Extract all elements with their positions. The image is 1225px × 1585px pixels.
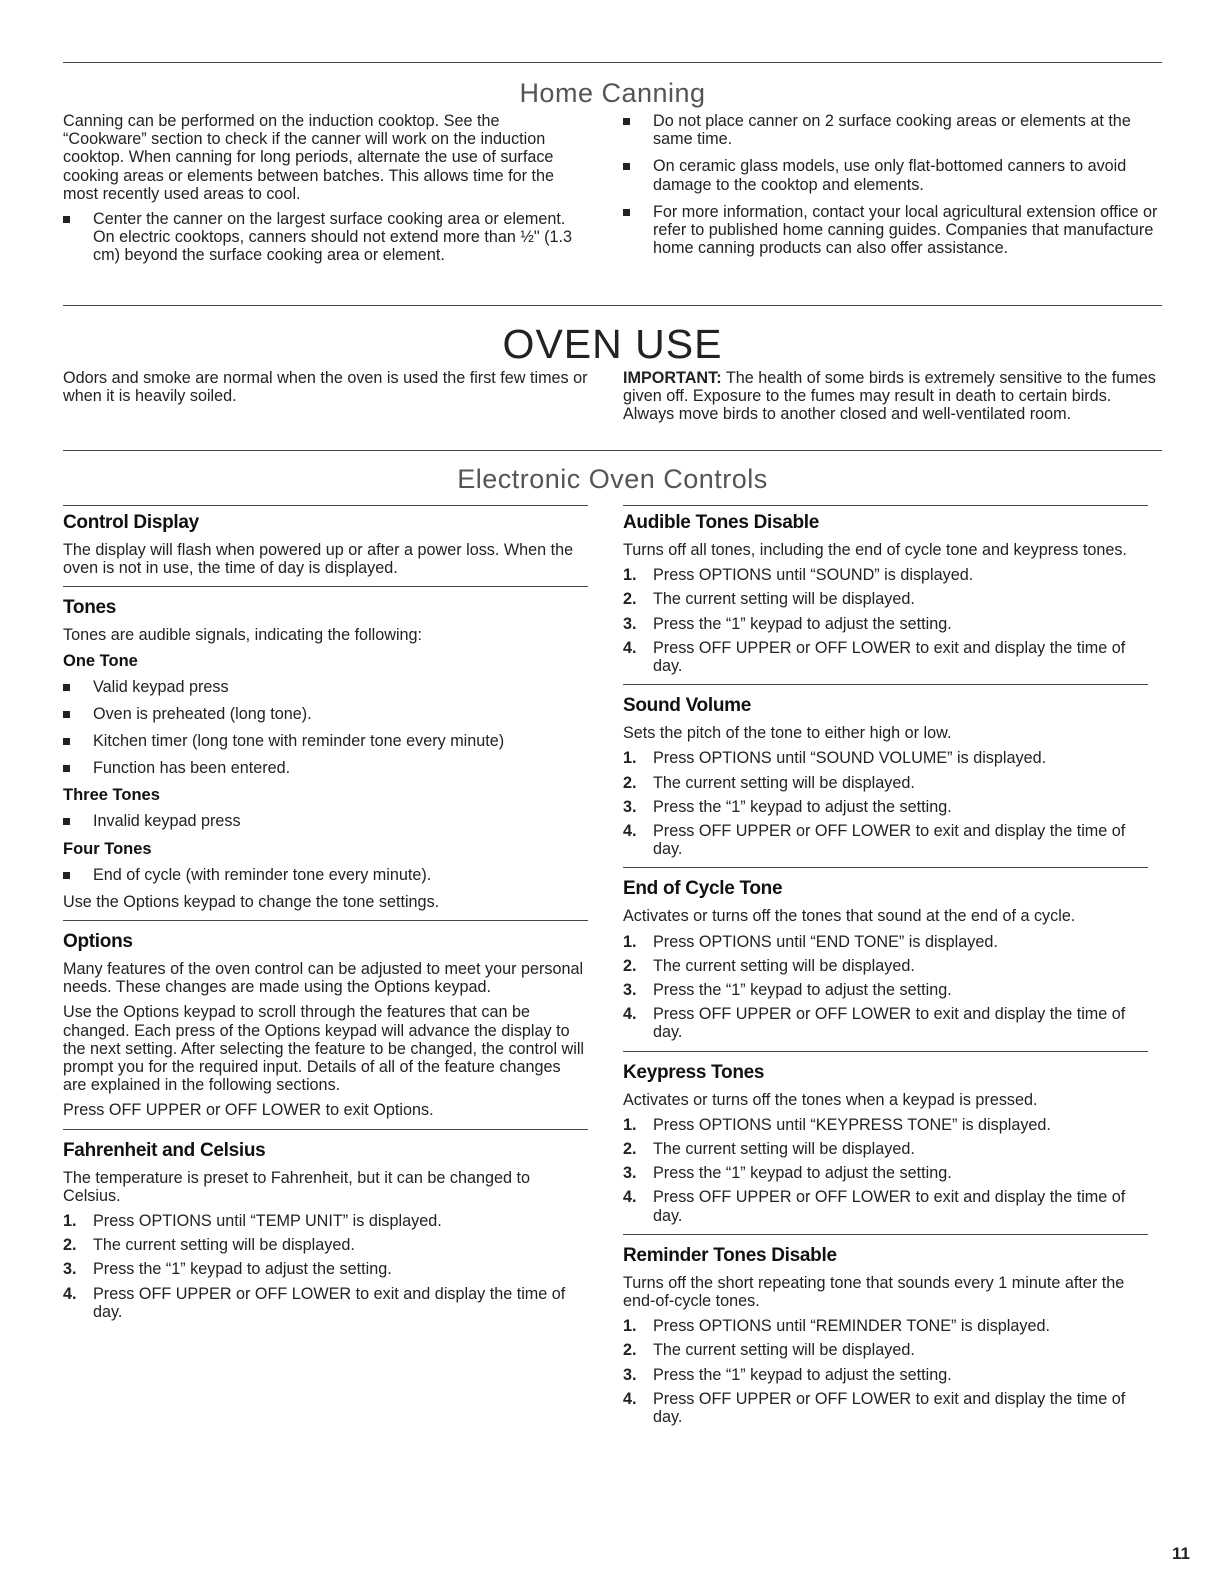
bullet-square-icon [63, 818, 70, 825]
step-item: 4. Press OFF UPPER or OFF LOWER to exit and display the time of day. [623, 822, 1126, 859]
right-col-rule [623, 505, 1148, 506]
step-item: 2. The current setting will be displayed. [623, 1341, 915, 1360]
bullet-item: End of cycle (with reminder tone every minute). [63, 866, 588, 884]
left-col-rule [63, 505, 588, 506]
bullet-item: Oven is preheated (long tone). [63, 705, 588, 723]
controls-rule [63, 450, 1162, 451]
bullet-item: Kitchen timer (long tone with reminder tone every minute) [63, 732, 588, 750]
electronic-controls-title: Electronic Oven Controls [457, 464, 768, 494]
bullet-square-icon [63, 738, 70, 745]
step-item: 2. The current setting will be displayed. [623, 773, 915, 792]
options-section: Options Many features of the oven control can be adjusted to meet your personal needs. These changes are made using the Options keypad. Use the Options keypad to scroll through the features that can be changed. Each press of the Options keypad will advance the display to the next setting. After selecting the feature to be changed, the control will prompt you for the required input. Details of all of the feature changes are explained in the following sections. Press OFF UPPER or OFF LOWER to exit Options. [63, 931, 585, 1120]
left-column [63, 512, 588, 1327]
step-item: 3. Press the “1” keypad to adjust the setting. [623, 614, 952, 633]
step-item: 4. Press OFF UPPER or OFF LOWER to exit and display the time of day. [623, 1389, 1126, 1427]
bullet-item: Function has been entered. [63, 759, 588, 777]
manual-page [63, 0, 1190, 1585]
bullet-item: For more information, contact your local agricultural extension office or refer to published home canning guides. Companies that manufacture home canning products can also offer assistance. [623, 203, 1158, 258]
home-canning-intro: Canning can be performed on the induction cooktop. See the “Cookware” section to check if the canner will work on the induction cooktop. When canning for long periods, alternate the use of surface cooking areas or elements between batches. This allows time for the most recently used areas to cool. [63, 112, 554, 203]
oven-use-left: Odors and smoke are normal when the oven is used the first few times or when it is heavily soiled. [63, 369, 588, 406]
step-item: 4. Press OFF UPPER or OFF LOWER to exit and display the time of day. [623, 1188, 1126, 1225]
control-display-section: Control Display The display will flash when powered up or after a power loss. When the oven is not in use, the time of day is displayed. [63, 512, 574, 578]
divider [63, 586, 588, 587]
home-canning-title: Home Canning [519, 78, 706, 108]
divider [623, 684, 1148, 685]
oven-use-important: IMPORTANT: The health of some birds is extremely sensitive to the fumes given off. Exposure to the fumes may result in death to certain birds. Always move birds to another closed and well-ventilated room. [623, 369, 1156, 424]
bullet-square-icon [63, 872, 70, 879]
bullet-item: Valid keypad press [63, 678, 588, 696]
step-item: 1. Press OPTIONS until “SOUND VOLUME” is displayed. [623, 749, 1047, 768]
divider [63, 1129, 588, 1130]
divider [623, 867, 1148, 868]
bullet-item: On ceramic glass models, use only flat-bottomed canners to avoid damage to the cooktop and elements. [623, 157, 1158, 193]
step-item: 3. Press the “1” keypad to adjust the setting. [63, 1260, 392, 1279]
step-item: 3. Press the “1” keypad to adjust the setting. [623, 797, 952, 816]
bullet-square-icon [623, 209, 630, 216]
divider [623, 1234, 1148, 1235]
bullet-item: Invalid keypad press [63, 812, 588, 830]
step-item: 3. Press the “1” keypad to adjust the setting. [623, 1164, 952, 1183]
home-canning-right [623, 112, 1158, 266]
keypress-tones-section: Keypress Tones Activates or turns off the tones when a keypad is pressed. 1. Press OPTIONS until “KEYPRESS TONE” is displayed. 2. The current setting will be displayed. 3. Press the “1” keypad to adjust the setting. 4. Press OFF UPPER or OFF LOWER to exit and display the time of day. [623, 1062, 1148, 1225]
step-item: 2. The current setting will be displayed. [623, 590, 915, 609]
divider [63, 920, 588, 921]
right-column [623, 512, 1148, 1432]
bullet-item: Center the canner on the largest surface cooking area or element. On electric cooktops, canners should not extend more than ½" (1.3 cm) beyond the surface cooking area or element. [63, 210, 573, 265]
sound-volume-section: Sound Volume Sets the pitch of the tone to either high or low. 1. Press OPTIONS until “SOUND VOLUME” is displayed. 2. The current setting will be displayed. 3. Press the “1” keypad to adjust the setting. 4. Press OFF UPPER or OFF LOWER to exit and display the time of day. [623, 695, 1148, 858]
audible-tones-section: Audible Tones Disable Turns off all tones, including the end of cycle tone and keypress tones. 1. Press OPTIONS until “SOUND” is displayed. 2. The current setting will be displayed. 3. Press the “1” keypad to adjust the setting. 4. Press OFF UPPER or OFF LOWER to exit and display the time of day. [623, 512, 1148, 675]
step-item: 1. Press OPTIONS until “TEMP UNIT” is displayed. [63, 1212, 442, 1231]
fahrenheit-section: Fahrenheit and Celsius The temperature is preset to Fahrenheit, but it can be changed to Celsius. 1. Press OPTIONS until “TEMP UNIT” is displayed. 2. The current setting will be displayed. 3. Press the “1” keypad to adjust the setting. 4. Press OFF UPPER or OFF LOWER to exit and display the time of day. [63, 1140, 588, 1321]
bullet-square-icon [63, 711, 70, 718]
important-label: IMPORTANT: [623, 369, 722, 387]
step-item: 4. Press OFF UPPER or OFF LOWER to exit and display the time of day. [623, 638, 1126, 676]
bullet-square-icon [63, 684, 70, 691]
step-item: 3. Press the “1” keypad to adjust the setting. [623, 1365, 952, 1384]
bullet-square-icon [63, 765, 70, 772]
oven-use-rule [63, 305, 1162, 306]
top-rule [63, 62, 1162, 63]
step-item: 1. Press OPTIONS until “KEYPRESS TONE” is displayed. [623, 1115, 1051, 1134]
step-item: 4. Press OFF UPPER or OFF LOWER to exit and display the time of day. [63, 1284, 566, 1321]
bullet-square-icon [623, 163, 630, 170]
step-item: 1. Press OPTIONS until “SOUND” is displayed. [623, 566, 974, 585]
page-number: 11 [1172, 1544, 1190, 1563]
step-item: 2. The current setting will be displayed. [63, 1236, 355, 1255]
bullet-square-icon [623, 118, 630, 125]
divider [623, 1051, 1148, 1052]
step-item: 3. Press the “1” keypad to adjust the setting. [623, 981, 952, 1000]
end-cycle-section: End of Cycle Tone Activates or turns off the tones that sound at the end of a cycle. 1. Press OPTIONS until “END TONE” is displayed. 2. The current setting will be displayed. 3. Press the “1” keypad to adjust the setting. 4. Press OFF UPPER or OFF LOWER to exit and display the time of day. [623, 878, 1148, 1041]
tones-section: Tones Tones are audible signals, indicating the following: One Tone Valid keypad press Oven is preheated (long tone). Kitchen timer (long tone with reminder tone every minute) Function has been entered. Three Tones Invalid keypad press Four Tones End of cycle (with reminder tone every minute). Use the Options keypad to change the tone settings. [63, 597, 588, 911]
step-item: 2. The current setting will be displayed. [623, 1140, 915, 1159]
bullet-item: Do not place canner on 2 surface cooking areas or elements at the same time. [623, 112, 1158, 148]
bullet-square-icon [63, 216, 70, 223]
step-item: 1. Press OPTIONS until “END TONE” is displayed. [623, 932, 998, 951]
step-item: 1. Press OPTIONS until “REMINDER TONE” is displayed. [623, 1317, 1050, 1336]
step-item: 4. Press OFF UPPER or OFF LOWER to exit and display the time of day. [623, 1005, 1126, 1042]
reminder-tones-section: Reminder Tones Disable Turns off the short repeating tone that sounds every 1 minute after the end-of-cycle tones. 1. Press OPTIONS until “REMINDER TONE” is displayed. 2. The current setting will be displayed. 3. Press the “1” keypad to adjust the setting. 4. Press OFF UPPER or OFF LOWER to exit and display the time of day. [623, 1245, 1148, 1426]
step-item: 2. The current setting will be displayed. [623, 956, 915, 975]
home-canning-left [63, 112, 573, 274]
oven-use-title: OVEN USE [502, 321, 723, 367]
